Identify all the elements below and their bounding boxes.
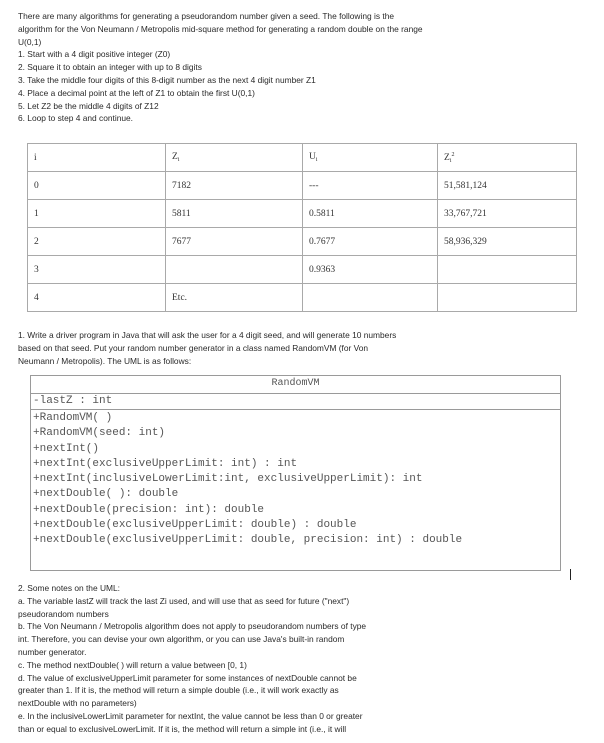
notes-line: int. Therefore, you can devise your own algorithm, or you can use Java's built-in random [18,634,345,645]
uml-method: +nextInt(exclusiveUpperLimit: int) : int [33,457,298,470]
notes-line: d. The value of exclusiveUpperLimit parameter for some instances of nextDouble cannot be [18,672,357,683]
uml-method: +RandomVM( ) [33,412,113,424]
cell-i: 2 [28,228,166,256]
iteration-table [27,143,577,312]
cell-zi-squared [438,284,577,312]
cell-i: 1 [28,200,166,228]
question-1-line: Neumann / Metropolis). The UML is as follows: [18,355,192,366]
notes-line: than or equal to exclusiveLowerLimit. If it is, the method will return a simple int (i.e., it will [18,723,347,734]
table-header-row [28,144,577,172]
cell-zi: Etc. [166,284,303,312]
cell-zi: 5811 [166,200,303,228]
step-3: 3. Take the middle four digits of this 8-digit number as the next 4 digit number Z1 [18,74,316,85]
uml-class-name: RandomVM [31,376,560,394]
notes-line: e. In the inclusiveLowerLimit parameter for nextInt, the value cannot be less than 0 or greater [18,710,363,721]
table-row [28,172,577,200]
header-zi-squared: $Z_i^2$ [438,144,577,172]
table-row [28,256,577,284]
cell-zi: 7182 [166,172,303,200]
table-row [28,284,577,312]
cell-i: 0 [28,172,166,200]
header-i: i [28,144,166,172]
header-ui: $U_i$ [303,144,438,172]
notes-line: pseudorandom numbers [18,608,109,619]
intro-line: algorithm for the Von Neumann / Metropolis mid-square method for generating a random double on the range [18,23,423,34]
uml-class-diagram [30,375,561,571]
step-6: 6. Loop to step 4 and continue. [18,113,134,124]
step-1: 1. Start with a 4 digit positive integer (Z0) [18,49,171,60]
uml-method: +nextInt(inclusiveLowerLimit:int, exclusiveUpperLimit): int [33,473,423,486]
step-5: 5. Let Z2 be the middle 4 digits of Z12 [18,100,159,111]
question-1 [18,329,498,367]
uml-method: +nextInt() [33,442,100,455]
uml-field: -lastZ : int [33,395,113,407]
cell-zi [166,256,303,284]
question-1-line: based on that seed. Put your random number generator in a class named RandomVM (for Von [18,342,369,353]
notes-line: b. The Von Neumann / Metropolis algorithm does not apply to pseudorandom numbers of type [18,621,367,632]
cell-zi: 7677 [166,228,303,256]
header-zi: $Z_i$ [166,144,303,172]
table-row [28,228,577,256]
notes-line: a. The variable lastZ will track the last Zi used, and will use that as seed for future ("next") [18,595,350,606]
text-cursor [570,569,571,580]
cell-ui: 0.7677 [303,228,438,256]
uml-method: +nextDouble( ): double [33,488,179,501]
uml-notes [18,582,448,736]
notes-line: greater than 1. If it is, the method will return a simple double (i.e., it will work exactly as [18,685,339,696]
uml-method: +nextDouble(exclusiveUpperLimit: double) : double [33,519,357,532]
notes-line: c. The method nextDouble( ) will return a value between [0, 1) [18,659,247,670]
uml-method: +nextDouble(exclusiveUpperLimit: double, precision: int) : double [33,534,463,547]
cell-ui: 0.9363 [303,256,438,284]
cell-i: 3 [28,256,166,284]
cell-ui: 0.5811 [303,200,438,228]
intro-text [18,10,518,125]
notes-line: 2. Some notes on the UML: [18,583,120,593]
intro-line: U(0,1) [18,36,42,47]
cell-ui [303,284,438,312]
uml-methods [31,410,560,549]
uml-fields [31,394,560,410]
cell-zi-squared: 33,767,721 [438,200,577,228]
intro-line: There are many algorithms for generating a pseudorandom number given a seed. The following is the [18,11,395,21]
question-1-line: 1. Write a driver program in Java that will ask the user for a 4 digit seed, and will generate 10 numbers [18,330,397,340]
table-row [28,200,577,228]
uml-method: +nextDouble(precision: int): double [33,503,265,516]
uml-method: +RandomVM(seed: int) [33,427,166,440]
cell-ui: --- [303,172,438,200]
cell-i: 4 [28,284,166,312]
step-4: 4. Place a decimal point at the left of Z1 to obtain the first U(0,1) [18,87,255,98]
cell-zi-squared [438,256,577,284]
cell-zi-squared: 51,581,124 [438,172,577,200]
step-2: 2. Square it to obtain an integer with up to 8 digits [18,62,202,73]
cell-zi-squared: 58,936,329 [438,228,577,256]
notes-line: number generator. [18,646,87,657]
notes-line: nextDouble with no parameters) [18,698,137,709]
